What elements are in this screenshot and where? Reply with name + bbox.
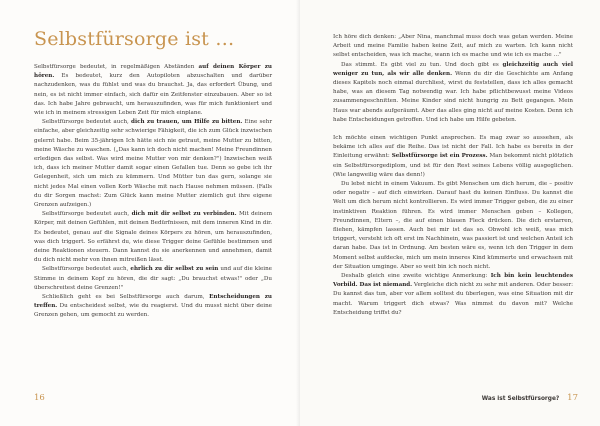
body-paragraph (333, 272, 573, 318)
left-page-text (34, 63, 272, 321)
body-paragraph (333, 61, 573, 125)
emphasized-text: Entscheidungen zu treffen. (34, 294, 272, 310)
paragraph-text: Du entscheidest selbst, wie du reagierst. Und du musst nicht über deine Grenzen gehen, um gemocht zu werden. (34, 303, 272, 319)
right-page-footer (482, 393, 578, 403)
body-paragraph (333, 134, 573, 180)
body-paragraph (34, 210, 272, 265)
paragraph-text: Man bekommt nicht plötzlich ein Selbstfürsorgediplom, und ist für den Rest seines Lebens völlig ausgeglichen. (Wie langweilig wäre das denn!) (333, 153, 574, 178)
emphasized-text: dich mit dir selbst zu verbinden. (131, 211, 237, 218)
paragraph-text: Vergleiche dich nicht zu sehr mit anderen. Oder besser: Du kannst das tun, aber vor allem solltest du überlegen, was eine Situation mit dir macht. Warum triggert dich etwas? Was nimmst du davon mit? Welche Entscheidung triffst du? (333, 282, 573, 316)
body-paragraph (34, 63, 272, 118)
paragraph-text: Wenn du dir die Geschichte am Anfang dieses Kapitels noch einmal durchliest, wirst du feststellen, dass ich alles gemacht habe, was an diesem Tag notwendig war. Ich habe pflichtbewusst meine Videos zusammengeschnitten. Meine Kinder sind nicht hungrig zu Bett gegangen. Mein Haus war abends aufgeräumt. Aber das alles ging nicht auf meine Kosten. Denn ich habe Entscheidungen getroffen. Und ich habe um Hilfe gebeten. (333, 70, 573, 123)
paragraph-text: Selbstfürsorge bedeutet auch, (42, 266, 131, 273)
body-paragraph (34, 118, 272, 210)
right-page-text (333, 33, 573, 318)
paragraph-text: Selbstfürsorge bedeutet auch, (42, 119, 132, 126)
paragraph-text: Du lebst nicht in einem Vakuum. Es gibt Menschen um dich herum, die – positiv oder negativ – auf dich einwirken. Darauf hast du keinen Einfluss. Du kannst die Welt um dich herum nicht kontrollieren. Es wird immer Trigger geben, die zu einer instinktiven Reaktion führen. Es wird immer Menschen geben – Kollegen, Freundinnen, Eltern –, die auf einen blauen Fleck drücken. Die dich erstarren, fliehen, kämpfen lassen. Auch bei mir ist das so. Obwohl ich weiß, was mich triggert, versteht ich oft erst im Nachhinein, was passiert ist und welchen Anteil ich daran habe. Das ist in Ordnung. Am besten wäre es, wenn ich den Trigger in dem Moment selbst aufdecke, mich um mein inneres Kind kümmerte und erwachsen mit der Situation umginge. Aber so weit bin ich noch nicht. (333, 181, 573, 270)
paragraph-text: Ich höre dich denken: „Aber Nina, manchmal muss doch was getan werden. Meine Arbeit und meine Familie haben keine Zeit, auf mich zu warten. Ich kann nicht selbst entscheiden, was ich mache, wann ich es mache und wie ich es mache …" (333, 34, 573, 59)
paragraph-text: Es bedeutet, kurz den Autopiloten abzuschalten und darüber nachzudenken, was du fühlst und was du brauchst. Ja, das erfordert Übung, und nein, es ist nicht immer einfach, sich dafür ein Zeitfenster einzubauen. Aber so ist das. Ich habe Jahre gebraucht, um herauszufinden, was für mich funktioniert und wie ich in meinem stressigen Leben Zeit für mich einplane. (34, 73, 272, 117)
paragraph-text: Eine sehr einfache, aber gleichzeitig sehr schwierige Fähigkeit, die ich zum Glück inzwischen gelernt habe. Beim 35-jährigen Ich hätte sich nie getraut, meine Mutter zu bitten, meine Wäsche zu waschen. („Das kann ich doch nicht machen! Meine Freundinnen erledigen das selbst. Was wird meine Mutter von mir denken?") Inzwischen weiß ich, dass ich meiner Mutter damit sogar einen Gefallen tue. Denn so gebe ich ihr Gelegenheit, sich um mich zu kümmern. Und Mütter tun das gern, solange sie nicht jedes Mal einen vollen Korb Wäsche mit nach Hause nehmen müssen. (Falls du dir Sorgen machst: Zum Glück kann meine Mutter ziemlich gut ihre eigene Grenzen aufzeigen.) (34, 119, 272, 209)
body-paragraph (34, 293, 272, 321)
paragraph-text: Mit deinem Körper, mit deinen Gefühlen, mit deinen Bedürfnissen, mit dem inneren Kind in dir. Es bedeutet, genau auf die Signale deines Körpers zu hören, um herauszufinden, was dich triggert. So erfährst du, wie diese Trigger deine Gefühle bestimmen und deine Reaktionen steuern. Dann kannst du sie anerkennen und annehmen, damit du dich nicht mehr von ihnen mitreißen lässt. (34, 211, 272, 264)
paragraph-text: Das stimmt. Es gibt viel zu tun. Und doch gibt es (341, 61, 503, 68)
chapter-heading: Selbstfürsorge ist … (34, 28, 235, 50)
body-paragraph (34, 265, 272, 293)
paragraph-text: Selbstfürsorge bedeutet, in regelmäßigen Abständen (34, 64, 199, 70)
emphasized-text: ehrlich zu dir selbst zu sein (130, 266, 219, 273)
paragraph-text: und auf die kleine Stimme in deinem Kopf zu hören, die dir sagt: „Du brauchst etwas!" oder „Du überschreitest deine Grenzen!" (34, 266, 272, 291)
paragraph-text: Deshalb gleich eine zweite wichtige Anmerkung: (341, 273, 491, 280)
paragraph-text: Ich möchte einen wichtigen Punkt ansprechen. Es mag zwar so aussehen, als bekäme ich alles auf die Reihe. Das ist nicht der Fall. Ich habe es bereits in der Einleitung erwähnt: (333, 135, 573, 160)
emphasized-text: auf deinen Körper zu hören. (34, 64, 272, 80)
body-paragraph (333, 33, 573, 61)
page-number-right: 17 (567, 393, 578, 403)
paragraph-text: Selbstfürsorge bedeutet auch, (42, 211, 132, 218)
running-head: Was ist Selbstfürsorge? (481, 396, 560, 402)
emphasized-text: dich zu trauen, um Hilfe zu bitten. (131, 119, 243, 126)
body-paragraph (333, 180, 573, 272)
right-page (300, 0, 600, 426)
emphasized-text: gleichzeitig auch viel weniger zu tun, als wir alle denken. (333, 61, 574, 77)
page-number-left: 16 (34, 393, 45, 403)
paragraph-text: Schließlich geht es bei Selbstfürsorge auch darum, (42, 294, 210, 301)
emphasized-text: Ich bin kein leuchtendes Vorbild. Das ist niemand. (333, 273, 574, 289)
emphasized-text: Selbstfürsorge ist ein Prozess. (391, 153, 488, 160)
